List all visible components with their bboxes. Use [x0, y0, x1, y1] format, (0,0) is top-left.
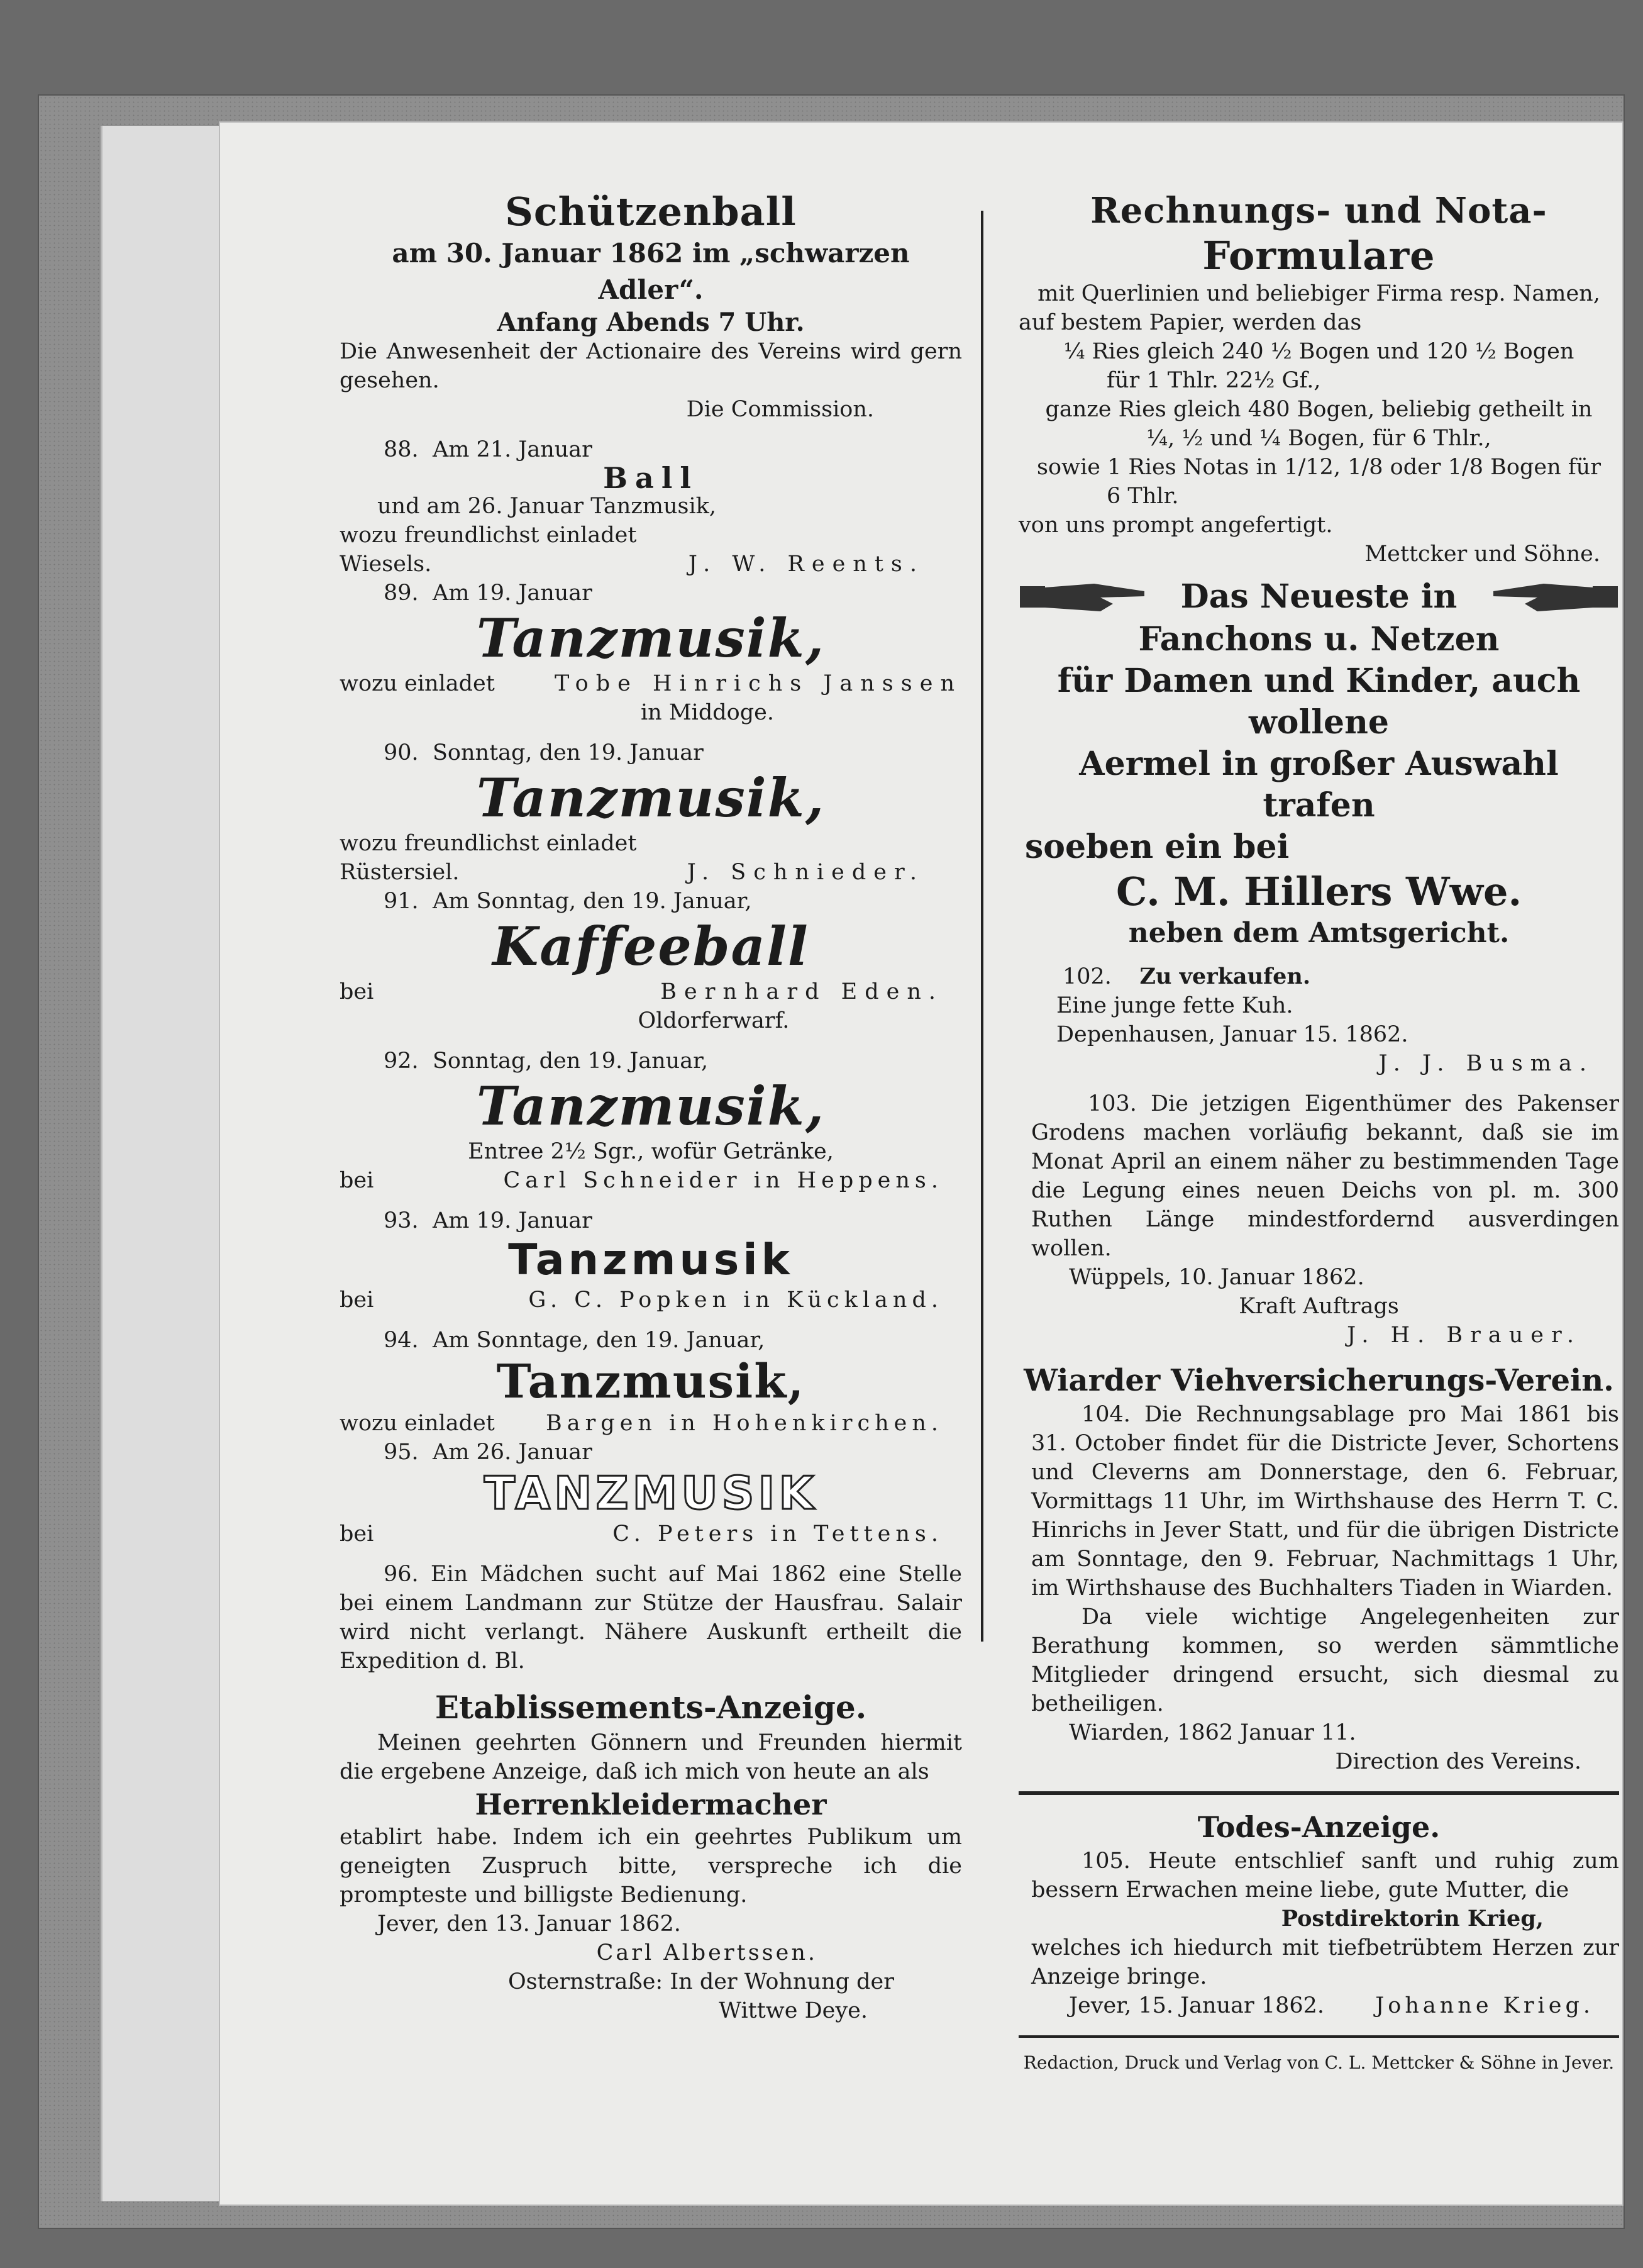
ad-103: [1019, 1089, 1619, 1350]
ad-place: Oldorferwarf.: [638, 1008, 790, 1033]
ad-title: Tanzmusik,: [476, 767, 826, 829]
ad-number: 94.: [384, 1328, 419, 1353]
ad-line: ganze Ries gleich 480 Bogen, beliebig getheilt in: [1045, 397, 1593, 422]
divider: [1019, 1791, 1619, 1795]
ad-text: Meinen geehrten Gönnern und Freunden hiermit die ergebene Anzeige, daß ich mich von heute an als: [340, 1730, 962, 1784]
ad-102: [1019, 962, 1619, 1078]
ad-line: Am 26. Januar: [432, 1440, 592, 1465]
ad-title: Todes-Anzeige.: [1197, 1810, 1441, 1844]
right-column: [1019, 189, 1619, 2076]
ad-number: 93.: [384, 1208, 419, 1233]
ad-line: Fanchons u. Netzen: [1138, 620, 1500, 659]
ad-line: und am 26. Januar Tanzmusik,: [377, 494, 716, 519]
ad-94: [340, 1326, 962, 1438]
ad-number: 88.: [384, 437, 419, 462]
left-column: [340, 189, 962, 2025]
ad-90: [340, 738, 962, 887]
ad-number: 95.: [384, 1440, 419, 1465]
ad-title: Ball: [603, 461, 699, 495]
ad-line: Das Neueste in: [1180, 577, 1458, 616]
ad-line: Am Sonntage, den 19. Januar,: [432, 1328, 765, 1353]
ad-date: Wüppels, 10. Januar 1862.: [1069, 1265, 1364, 1290]
ad-signature: J. H. Brauer.: [1347, 1323, 1581, 1348]
ad-firm: C. M. Hillers Wwe.: [1115, 869, 1522, 914]
ad-92: [340, 1047, 962, 1195]
pointing-hand-right-icon: [1019, 575, 1151, 619]
ad-pre: bei: [340, 1287, 374, 1313]
ad-pre: bei: [340, 1521, 374, 1547]
ad-date: Wiarden, 1862 Januar 11.: [1069, 1720, 1356, 1745]
ad-number: 92.: [384, 1048, 419, 1074]
ad-line: Sonntag, den 19. Januar,: [432, 1048, 709, 1074]
ad-line: wozu freundlichst einladet: [340, 523, 637, 548]
ad-line: Am 19. Januar: [432, 581, 592, 606]
ad-95: [340, 1438, 962, 1548]
imprint-footer: Redaction, Druck und Verlag von C. L. Mettcker & Söhne in Jever.: [1023, 2052, 1615, 2073]
ad-number: 89.: [384, 581, 419, 606]
ad-title: Wiarder Viehversicherungs-Verein.: [1024, 1363, 1614, 1398]
ad-title: Tanzmusik,: [476, 607, 826, 669]
ad-signature: Bernhard Eden.: [660, 979, 943, 1004]
ad-line: ¼, ½ und ¼ Bogen, für 6 Thlr.,: [1146, 426, 1491, 451]
ad-number: 91.: [384, 889, 419, 914]
ad-text: Da viele wichtige Angelegenheiten zur Berathung kommen, so werden sämmtliche Mitglieder dringend ersucht, sich diesmal zu betheiligen.: [1031, 1604, 1619, 1716]
ad-signature: J. W. Reents.: [688, 552, 924, 577]
ad-address: Osternstraße: In der Wohnung der: [507, 1969, 895, 1994]
ad-line: von uns prompt angefertigt.: [1019, 513, 1333, 538]
ad-line: Am 19. Januar: [432, 1208, 592, 1233]
ad-number: 90.: [384, 740, 419, 765]
ad-text: 104. Die Rechnungsablage pro Mai 1861 bis 31. October findet für die Districte Jever, Schortens und Cleverns am Donnerstage, den 6. Februar, Vormittags 11 Uhr, im Wirthshause des Herrn T. C. Hinrichs in Jever Statt, und für die übrigen Districte am Sonntage, den 9. Februar, Nachmittags 1 Uhr, im Wirthshause des Buchhalters Tiaden in Wiarden.: [1031, 1402, 1619, 1601]
ad-signature: J. J. Busma.: [1378, 1051, 1594, 1076]
ad-neueste: [1019, 575, 1619, 951]
ad-line: Sonntag, den 19. Januar: [432, 740, 704, 765]
ad-etablissement: [340, 1687, 962, 2025]
ad-signature: Johanne Krieg.: [1375, 1993, 1594, 2018]
ad-line: für 1 Thlr. 22½ Gf.,: [1107, 368, 1321, 393]
ad-text: 103. Die jetzigen Eigenthümer des Pakenser Grodens machen vorläufig bekannt, daß sie im Monat April an einem näher zu bestimmenden Tage die Legung eines neuen Deichs von pl. m. 300 Ruthen Länge mindestfordernd ausverdingen wollen.: [1031, 1091, 1619, 1261]
ad-line: Aermel in großer Auswahl trafen: [1079, 745, 1559, 825]
ad-96: 96. Ein Mädchen sucht auf Mai 1862 eine Stelle bei einem Landmann zur Stütze der Hausfrau. Salair wird nicht verlangt. Nähere Auskunft ertheilt die Expedition d. Bl.: [340, 1562, 962, 1674]
ad-title: TANZMUSIK: [484, 1467, 818, 1520]
ad-number: 102.: [1063, 964, 1112, 989]
ad-93: [340, 1206, 962, 1315]
ad-signature: Carl Schneider in Heppens.: [503, 1168, 943, 1193]
ad-formulare: [1019, 189, 1619, 569]
ad-line: auf bestem Papier, werden das: [1019, 310, 1362, 335]
ad-line: ¼ Ries gleich 240 ½ Bogen und 120 ½ Bogen: [1063, 339, 1574, 364]
pointing-hand-left-icon: [1487, 575, 1619, 619]
ad-invite: wozu freundlichst einladet: [340, 831, 637, 856]
ad-line: soeben ein bei: [1025, 828, 1290, 866]
ad-todes: [1019, 1808, 1619, 2020]
ad-name: Postdirektorin Krieg,: [1281, 1906, 1544, 1932]
ad-signature: Carl Albertssen.: [596, 1940, 817, 1965]
ad-date: Jever, den 13. Januar 1862.: [377, 1911, 681, 1937]
ad-title: Rechnungs- und Nota-: [1090, 190, 1547, 231]
page-edges: [101, 126, 235, 2201]
ad-title: Tanzmusik,: [496, 1355, 805, 1409]
ad-line: Entree 2½ Sgr., wofür Getränke,: [468, 1139, 834, 1164]
ad-signature: G. C. Popken in Kückland.: [528, 1287, 943, 1313]
ad-signature: Direction des Vereins.: [1335, 1749, 1581, 1774]
ad-invite: wozu einladet: [340, 1411, 495, 1436]
ad-title: Tanzmusik: [508, 1235, 794, 1285]
ad-text: etablirt habe. Indem ich ein geehrtes Publikum um geneigten Zuspruch bitte, verspreche ich die prompteste und billigste Bedienung.: [340, 1825, 962, 1908]
ad-schuetzenball: [340, 189, 962, 424]
ad-signature: Die Commission.: [686, 397, 874, 422]
ad-address: Wittwe Deye.: [719, 1998, 868, 2023]
ad-line: sowie 1 Ries Notas in 1/12, 1/8 oder 1/8 Bogen für: [1037, 455, 1601, 480]
ad-line: neben dem Amtsgericht.: [1128, 917, 1510, 949]
ad-pre: bei: [340, 979, 374, 1004]
ad-title: Schützenball: [505, 189, 797, 235]
ad-signature: J. Schnieder.: [687, 860, 924, 885]
ad-start: Anfang Abends 7 Uhr.: [497, 308, 805, 337]
ad-place: Wiesels.: [340, 552, 432, 577]
ad-title: Formulare: [1202, 233, 1436, 279]
ad-line: Am Sonntag, den 19. Januar,: [432, 889, 752, 914]
ad-title: Kaffeeball: [492, 915, 809, 977]
ad-signature: C. Peters in Tettens.: [612, 1521, 943, 1547]
ad-place: in Middoge.: [640, 700, 775, 725]
ad-line: für Damen und Kinder, auch wollene: [1057, 662, 1581, 742]
ad-signature: Tobe Hinrichs Janssen: [555, 671, 962, 696]
ad-invite: wozu einladet: [340, 671, 495, 696]
ad-date: am 30. Januar 1862 im „schwarzen Adler“.: [392, 238, 910, 305]
ad-title: Etablissements-Anzeige.: [434, 1689, 867, 1726]
ad-signature: Mettcker und Söhne.: [1364, 542, 1600, 567]
ad-text: Die Anwesenheit der Actionaire des Vereins wird gern gesehen.: [340, 339, 962, 393]
divider: [1019, 2035, 1619, 2038]
ad-title: Tanzmusik,: [476, 1075, 826, 1137]
ad-pre: bei: [340, 1168, 374, 1193]
ad-line: Am 21. Januar: [432, 437, 592, 462]
ad-signature: Bargen in Hohenkirchen.: [545, 1411, 943, 1436]
ad-trade: Herrenkleidermacher: [475, 1787, 827, 1821]
ad-line: Depenhausen, Januar 15. 1862.: [1056, 1022, 1408, 1047]
ad-text: welches ich hiedurch mit tiefbetrübtem Herzen zur Anzeige bringe.: [1031, 1935, 1619, 1989]
ad-wiarder: [1019, 1361, 1619, 1776]
ad-line: 6 Thlr.: [1107, 484, 1179, 509]
ad-line: mit Querlinien und beliebiger Firma resp. Namen,: [1037, 281, 1600, 306]
ad-line: Kraft Auftrags: [1239, 1294, 1399, 1319]
ad-place: Rüstersiel.: [340, 860, 460, 885]
ad-88: [340, 435, 962, 579]
ad-91: [340, 887, 962, 1035]
ad-title: Zu verkaufen.: [1139, 964, 1311, 989]
ad-89: [340, 579, 962, 727]
ad-text: 105. Heute entschlief sanft und ruhig zum bessern Erwachen meine liebe, gute Mutter, die: [1031, 1848, 1619, 1903]
ad-date: Jever, 15. Januar 1862.: [1069, 1993, 1325, 2018]
column-rule: [981, 211, 983, 1642]
ad-line: Eine junge fette Kuh.: [1056, 993, 1293, 1018]
